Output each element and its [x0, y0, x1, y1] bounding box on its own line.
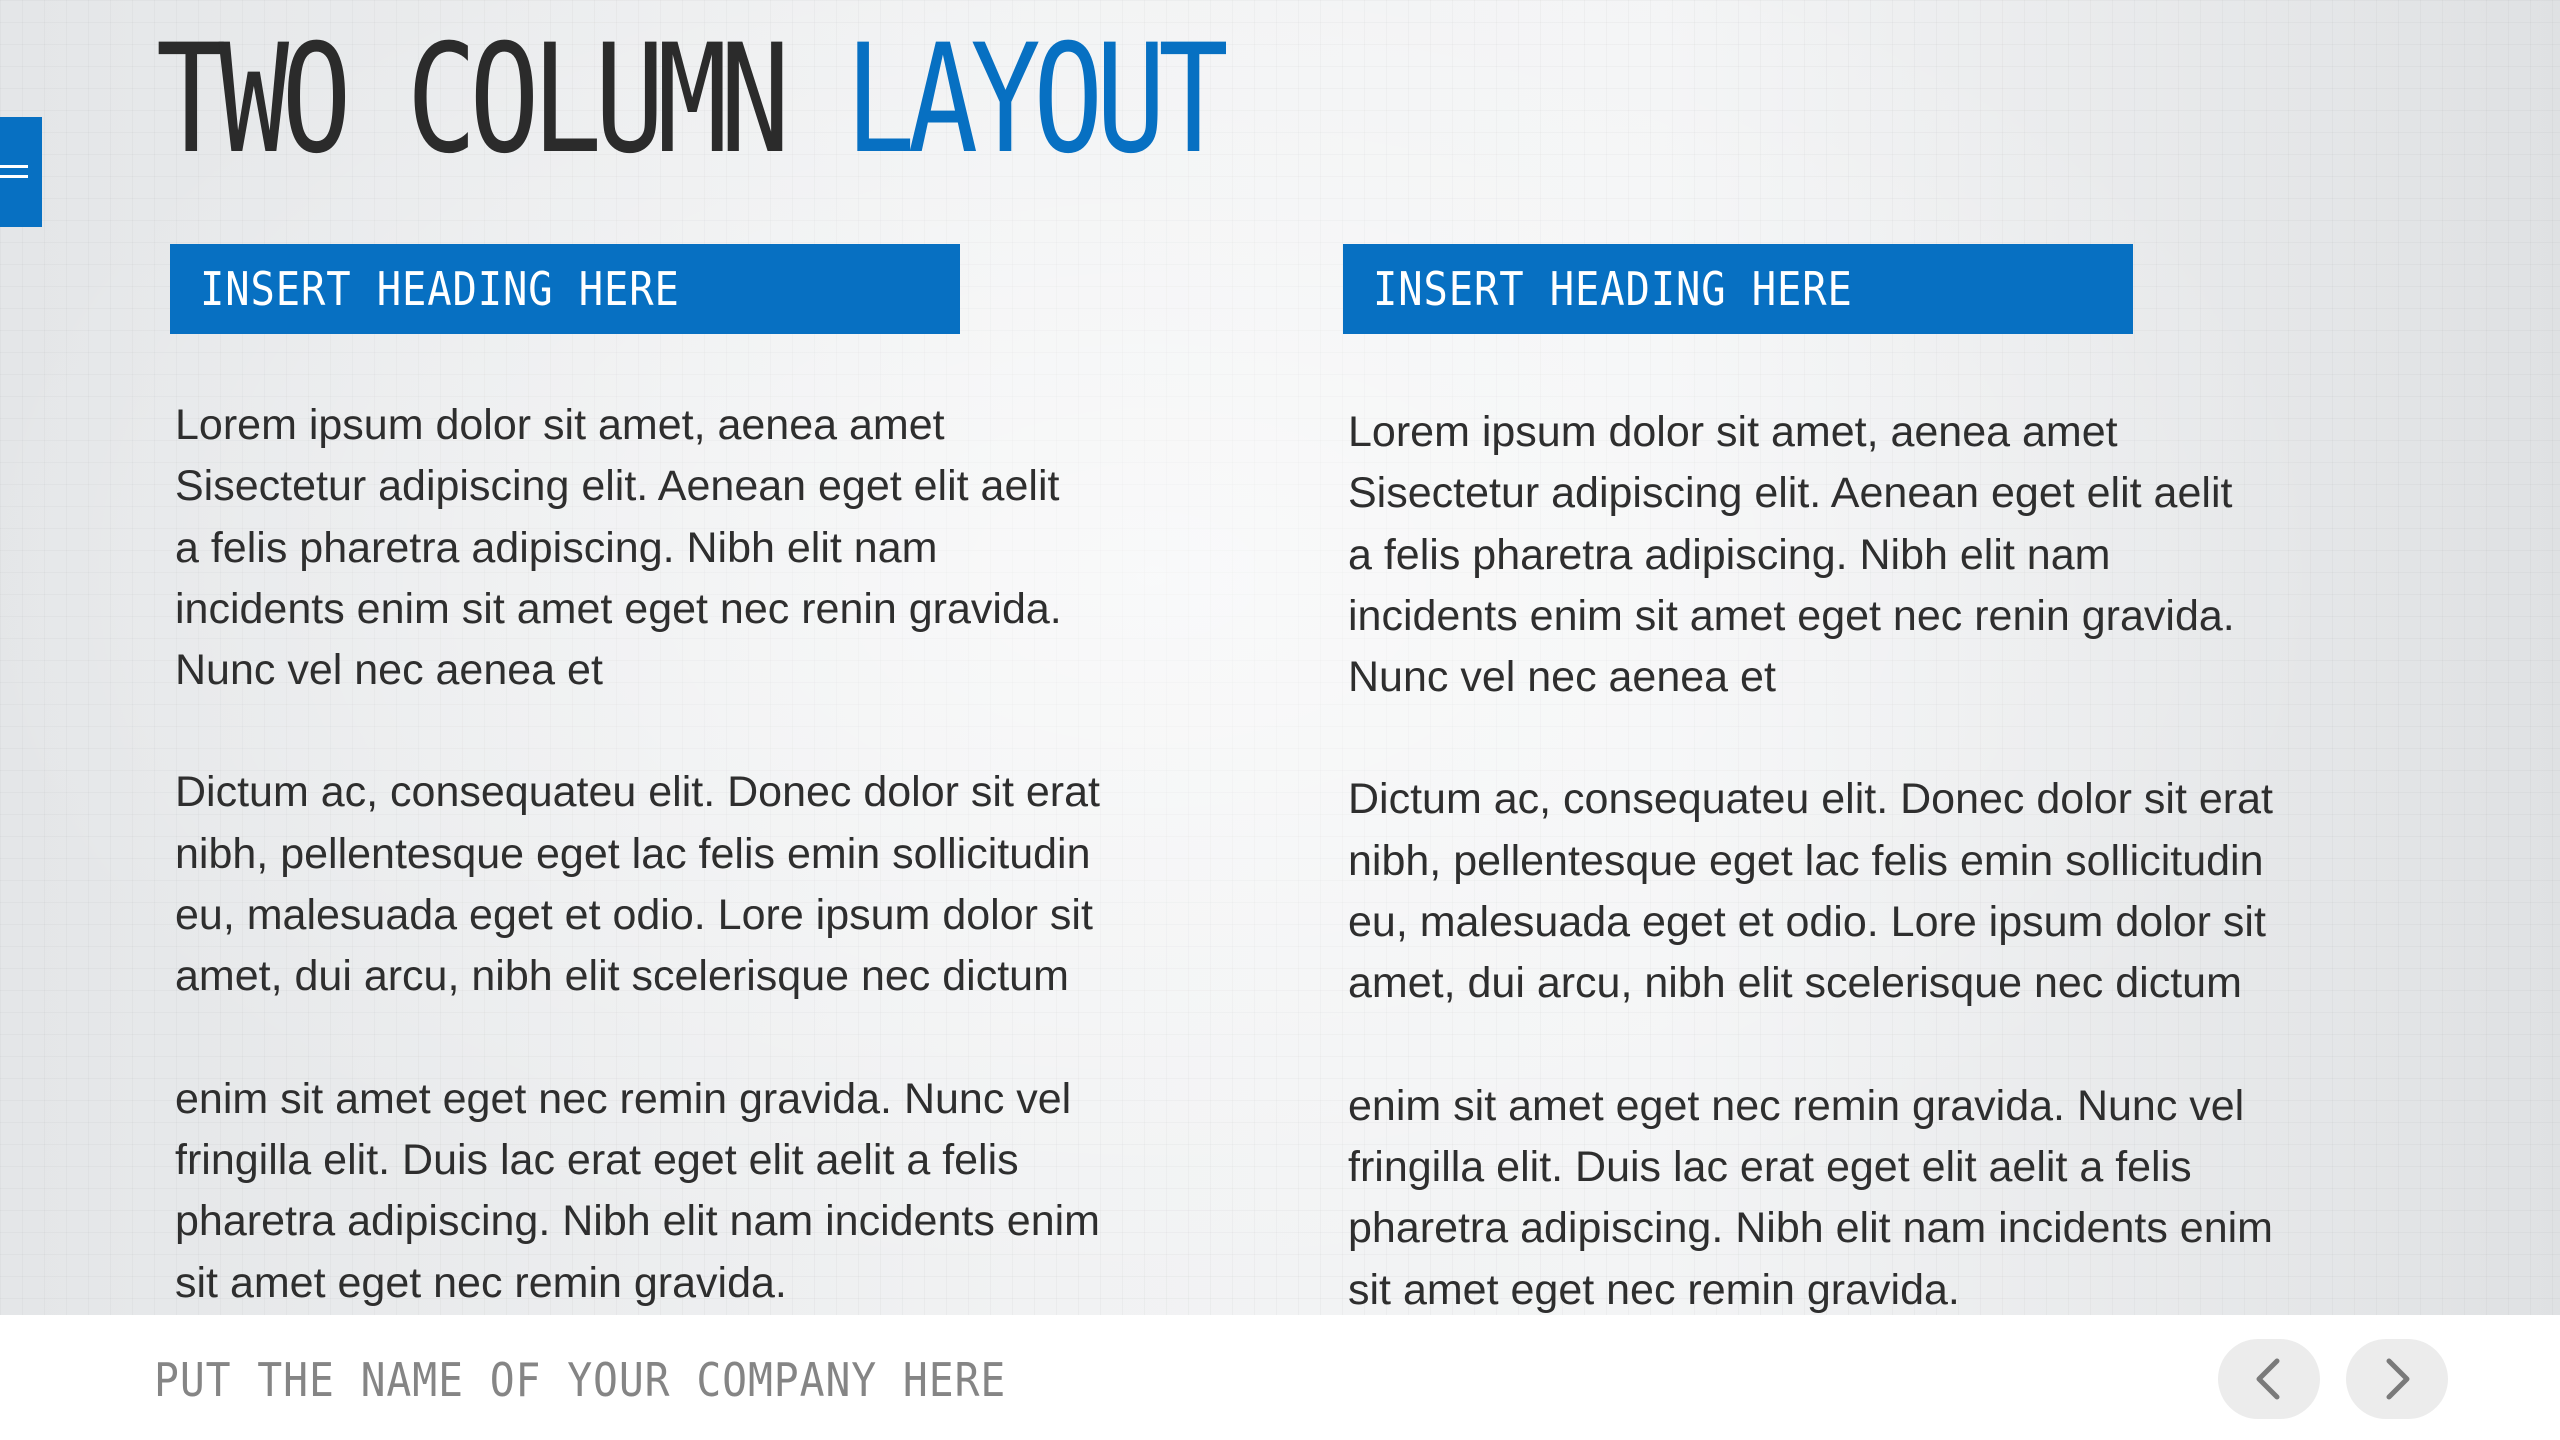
left-heading-label: INSERT HEADING HERE: [200, 262, 680, 316]
chevron-left-icon: [2249, 1355, 2289, 1403]
body-paragraph: enim sit amet eget nec remin gravida. Nunc vel fringilla elit. Duis lac erat eget elit aelit a felis pharetra adipiscing. Nibh elit nam incidents enim sit amet eget nec remin gravida.: [175, 1074, 1100, 1307]
title-part-2: LAYOUT: [845, 13, 1221, 187]
next-slide-button[interactable]: [2346, 1339, 2448, 1419]
body-paragraph: Lorem ipsum dolor sit amet, aenea amet Sisectetur adipiscing elit. Aenean eget elit aelit a felis pharetra adipiscing. Nibh elit nam incidents enim sit amet eget nec renin gravida. Nunc vel nec aenea et: [175, 401, 1062, 695]
chevron-right-icon: [2377, 1355, 2417, 1403]
left-column-body: [175, 395, 1195, 1375]
left-column-heading: [170, 244, 960, 334]
right-heading-label: INSERT HEADING HERE: [1373, 262, 1853, 316]
right-column-body: [1348, 402, 2368, 1382]
menu-icon: [0, 165, 28, 179]
body-paragraph: Lorem ipsum dolor sit amet, aenea amet Sisectetur adipiscing elit. Aenean eget elit aelit a felis pharetra adipiscing. Nibh elit nam incidents enim sit amet eget nec renin gravida. Nunc vel nec aenea et: [1348, 408, 2235, 702]
company-name: PUT THE NAME OF YOUR COMPANY HERE: [154, 1353, 1007, 1407]
menu-tab[interactable]: [0, 117, 42, 227]
prev-slide-button[interactable]: [2218, 1339, 2320, 1419]
page-title: [156, 13, 1221, 187]
right-column-heading: [1343, 244, 2133, 334]
body-paragraph: Dictum ac, consequateu elit. Donec dolor sit erat nibh, pellentesque eget lac felis emin sollicitudin eu, malesuada eget et odio. Lore ipsum dolor sit amet, dui arcu, nibh elit scelerisque nec dictum: [1348, 775, 2273, 1008]
title-part-1: TWO COLUMN: [156, 13, 846, 187]
footer-bar: [0, 1315, 2560, 1440]
body-paragraph: Dictum ac, consequateu elit. Donec dolor sit erat nibh, pellentesque eget lac felis emin sollicitudin eu, malesuada eget et odio. Lore ipsum dolor sit amet, dui arcu, nibh elit scelerisque nec dictum: [175, 768, 1100, 1001]
body-paragraph: enim sit amet eget nec remin gravida. Nunc vel fringilla elit. Duis lac erat eget elit aelit a felis pharetra adipiscing. Nibh elit nam incidents enim sit amet eget nec remin gravida.: [1348, 1081, 2273, 1314]
